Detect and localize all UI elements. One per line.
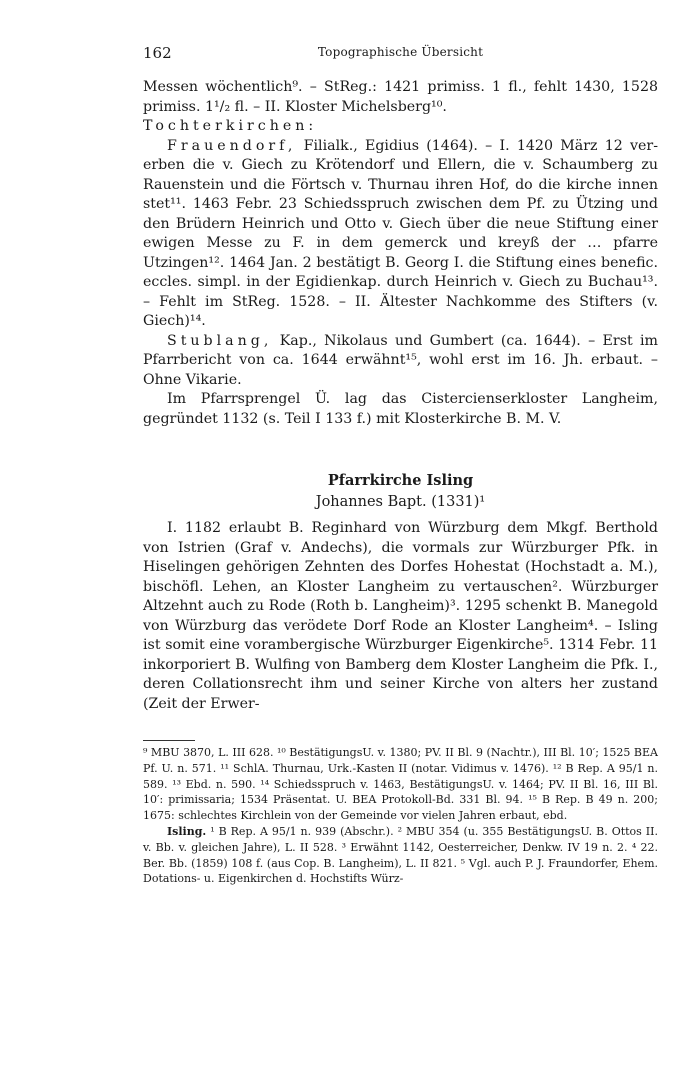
footnote-isling-text: ¹ B Rep. A 95/1 n. 939 (Abschr.). ² MBU 354 (u. 355 BestätigungsU. B. Ottos II. v. Bb. v. gleichen Jahre), L. II 528. ³ Erwähnt 1142, Oesterreicher, Denkw. IV 19 n. 2. ⁴ 22. Ber. Bb. (1859) 108 f. (aus Cop. B. Langheim), L. II 821. ⁵ Vgl. auch P. J. Fraundorfer, Ehem. Dotations- u. Eigenkirchen d. Hochstifts Würz- (143, 824, 658, 886)
place-name-stublang: Stublang, (167, 332, 273, 349)
paragraph-messen: Messen wöchentlich⁹. – StReg.: 1421 primiss. 1 fl., fehlt 1430, 1528 primiss. 1¹/₂ fl. – II. Kloster Michelsberg¹⁰. (143, 79, 658, 115)
tochterkirchen-heading: Tochterkirchen: (143, 118, 318, 134)
stublang-text: Kap., Nikolaus und Gumbert (ca. 1644). – Erst im Pfarrbericht von ca. 1644 erwähnt¹⁵, wohl erst im 16. Jh. erbaut. – Ohne Vikarie. (143, 332, 658, 388)
paragraph-stublang (143, 332, 658, 391)
footnote-rule (143, 740, 195, 741)
main-text (143, 78, 658, 714)
footnote-block-isling (143, 824, 658, 887)
page-header (143, 44, 658, 64)
page-number: 162 (143, 44, 172, 62)
running-title: Topographische Übersicht (317, 45, 484, 59)
frauendorf-text: Filialk., Egidius (1464). – I. 1420 März 12 ver-erben die v. Giech zu Krötendorf und Ellern, die v. Schaumberg zu Rauenstein und die Förtsch v. Thurnau ihren Hof, do die kirche innen stet¹¹. 1463 Febr. 23 Schiedsspruch zwischen dem Pf. zu Ützing und den Brüdern Heinrich und Otto v. Giech über die neue Stiftung einer ewigen Messe zu F. in dem gemerck und kreyß der … pfarre Utzingen¹². 1464 Jan. 2 bestätigt B. Georg I. die Stiftung eines benefic. eccles. simpl. in der Egidienkap. durch Heinrich v. Giech zu Buchau¹³. – Fehlt im StReg. 1528. – II. Ältester Nachkomme des Stifters (v. Giech)¹⁴. (143, 137, 658, 329)
paragraph-isling: I. 1182 erlaubt B. Reginhard von Würzburg dem Mkgf. Berthold von Istrien (Graf v. Andechs), die vormals zur Würzburger Pfk. in Hiselingen gehörigen Zehnten des Dorfes Hohestat (Hochstadt a. M.), bischöfl. Lehen, an Kloster Langheim zu vertauschen². Würzburger Altzehnt auch zu Rode (Roth b. Langheim)³. 1295 schenkt B. Manegold von Würzburg das verödete Dorf Rode an Kloster Langheim⁴. – Isling ist somit eine vorambergische Würzburger Eigenkirche⁵. 1314 Febr. 11 inkorporiert B. Wulfing von Bamberg dem Kloster Langheim die Pfk. I., deren Collationsrecht ihm und seiner Kirche von alters her zustand (Zeit der Erwer- (143, 520, 658, 712)
place-name-frauendorf: Frauendorf, (167, 137, 297, 154)
paragraph-langheim: Im Pfarrsprengel Ü. lag das Cistercienserkloster Langheim, gegründet 1132 (s. Teil I 133 f.) mit Klosterkirche B. M. V. (143, 391, 658, 427)
section-subtitle: Johannes Bapt. (1331)¹ (315, 494, 486, 510)
section-title: Pfarrkirche Isling (327, 472, 474, 489)
section-heading (143, 471, 658, 513)
footnote-isling-label: Isling. (167, 824, 207, 838)
footnotes (143, 740, 658, 887)
footnote-block-1: ⁹ MBU 3870, L. III 628. ¹⁰ BestätigungsU. v. 1380; PV. II Bl. 9 (Nachtr.), III Bl. 10′; 1525 BEA Pf. U. n. 571. ¹¹ SchlA. Thurnau, Urk.-Kasten II (notar. Vidimus v. 1476). ¹² B Rep. A 95/1 n. 589. ¹³ Ebd. n. 590. ¹⁴ Schiedsspruch v. 1463, BestätigungsU. v. 1464; PV. II Bl. 16, III Bl. 10′: primissaria; 1534 Präsentat. U. BEA Protokoll-Bd. 331 Bl. 94. ¹⁵ B Rep. B 49 n. 200; 1675: schlechtes Kirchlein von der Gemeinde vor vielen Jahren erbaut, ebd. (143, 746, 658, 823)
paragraph-frauendorf (143, 137, 658, 332)
